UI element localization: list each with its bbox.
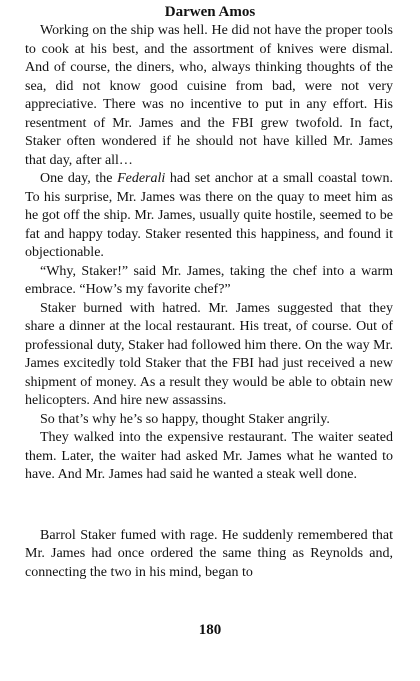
paragraph-angry-thought: So that’s why he’s so happy, thought Staker angrily. [40, 411, 330, 427]
paragraph-dinner-suggestion: Staker burned with hatred. Mr. James suggested that they share a dinner at the local restaurant. His treat, of course. Out of professional duty, Staker had followed him there. On the way Mr. James excitedly told Staker that the FBI had just received a new shipment of money. As a result they would be able to obtain new helicopters. And hire new assassins. [25, 300, 393, 408]
paragraph-favorite-chef: “Why, Staker!” said Mr. James, taking the chef into a warm embrace. “How’s my favorite chef?” [25, 263, 393, 297]
page-number: 180 [198, 622, 222, 638]
paragraph-federali-lead: One day, the [40, 171, 118, 186]
paragraph-ship-work: Working on the ship was hell. He did not have the proper tools to cook at his best, and the assortment of knives were dismal. And of course, the diners, who, always thinking thoughts of the sea, did not know good cuisine from bad, were not very appreciative. There was no incentive to put in any effort. His resentment of Mr. James and the FBI grew twofold. In fact, Staker often wondered if he should not have killed Mr. James that day, after all… [25, 23, 393, 168]
running-head-title: Darwen Amos [164, 4, 256, 20]
body-text [25, 22, 393, 582]
section-break [25, 485, 393, 527]
paragraph-restaurant: They walked into the expensive restaurant. The waiter seated them. Later, the waiter had asked Mr. James what he wanted to have. And Mr. James had said he wanted a steak well done. [25, 430, 393, 482]
paragraph-federali-arrival [25, 170, 393, 263]
paragraph-fumed-with-rage: Barrol Staker fumed with rage. He suddenly remembered that Mr. James had once ordered the same thing as Reynolds and, connecting the two in his mind, began to [25, 527, 393, 580]
ship-name-federali: Federali [117, 171, 166, 186]
paragraph-federali-rest: had set anchor at a small coastal town. To his surprise, Mr. James was there on the quay to meet him as he got off the ship. Mr. James, usually quite hostile, seemed to be fat and happy today. Staker resented this happiness, and found it objectionable. [25, 171, 394, 260]
